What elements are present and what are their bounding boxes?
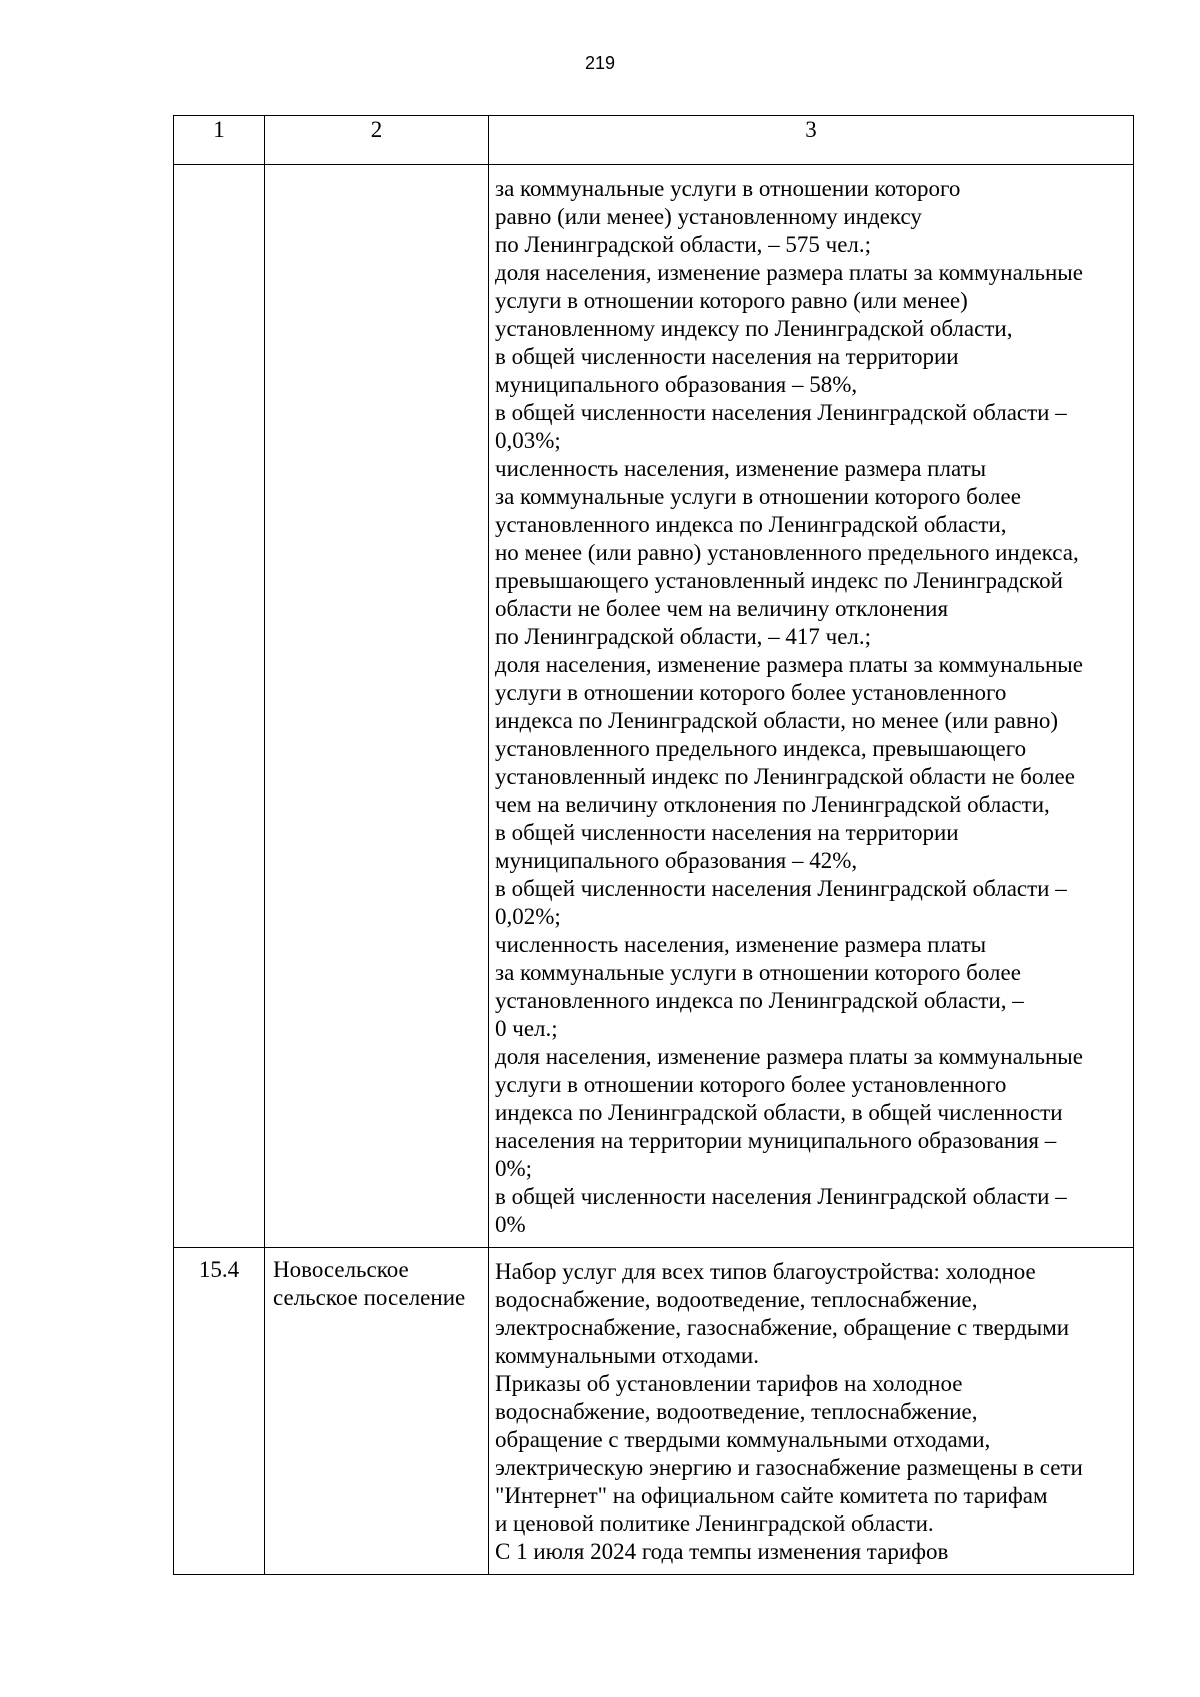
description-cell: [489, 165, 1134, 1248]
description-line: водоснабжение, водоотведение, теплоснабжение,: [495, 1399, 978, 1424]
description-line: услуги в отношении которого более установленного: [495, 680, 1007, 705]
table-row: [174, 165, 1134, 1248]
description-line: в общей численности населения на территории: [495, 820, 959, 845]
row-number-cell: 15.4: [174, 1248, 265, 1575]
table-row: [174, 1248, 1134, 1575]
description-line: установленного индекса по Ленинградской области, –: [495, 988, 1024, 1013]
description-line: установленному индексу по Ленинградской области,: [495, 316, 1013, 341]
document-table: [173, 115, 1134, 1575]
description-line: электрическую энергию и газоснабжение размещены в сети: [495, 1455, 1083, 1480]
description-line: 0,02%;: [495, 904, 561, 929]
description-line: услуги в отношении которого равно (или менее): [495, 288, 968, 313]
description-line: установленного индекса по Ленинградской области,: [495, 512, 1007, 537]
table-header-row: [174, 116, 1134, 165]
description-line: в общей численности населения Ленинградской области –: [495, 400, 1067, 425]
description-line: Набор услуг для всех типов благоустройства: холодное: [495, 1259, 1036, 1284]
settlement-name-line: Новосельское: [273, 1257, 409, 1282]
row-number-cell: [174, 165, 265, 1248]
description-line: установленный индекс по Ленинградской области не более: [495, 764, 1075, 789]
column-header-3: 3: [489, 116, 1134, 165]
description-line: индекса по Ленинградской области, но менее (или равно): [495, 708, 1059, 733]
description-line: численность населения, изменение размера платы: [495, 456, 987, 481]
description-line: по Ленинградской области, – 575 чел.;: [495, 232, 872, 257]
description-line: области не более чем на величину отклонения: [495, 596, 949, 621]
description-line: в общей численности населения Ленинградской области –: [495, 1184, 1067, 1209]
description-line: обращение с твердыми коммунальными отходами,: [495, 1427, 991, 1452]
description-line: чем на величину отклонения по Ленинградской области,: [495, 792, 1050, 817]
description-line: населения на территории муниципального образования –: [495, 1128, 1057, 1153]
description-line: численность населения, изменение размера платы: [495, 932, 987, 957]
description-line: доля населения, изменение размера платы за коммунальные: [495, 260, 1083, 285]
description-line: услуги в отношении которого более установленного: [495, 1072, 1007, 1097]
column-header-2: 2: [265, 116, 489, 165]
description-line: электроснабжение, газоснабжение, обращение с твердыми: [495, 1315, 1070, 1340]
description-line: по Ленинградской области, – 417 чел.;: [495, 624, 872, 649]
description-line: превышающего установленный индекс по Ленинградской: [495, 568, 1063, 593]
description-line: 0 чел.;: [495, 1016, 558, 1041]
description-line: С 1 июля 2024 года темпы изменения тарифов: [495, 1539, 949, 1564]
description-line: доля населения, изменение размера платы за коммунальные: [495, 652, 1083, 677]
description-line: но менее (или равно) установленного предельного индекса,: [495, 540, 1079, 565]
description-line: за коммунальные услуги в отношении которого более: [495, 484, 1021, 509]
description-line: индекса по Ленинградской области, в общей численности: [495, 1100, 1063, 1125]
description-line: 0%;: [495, 1156, 533, 1181]
settlement-name-cell: [265, 165, 489, 1248]
settlement-name-line: сельское поселение: [273, 1285, 466, 1310]
description-line: Приказы об установлении тарифов на холодное: [495, 1371, 963, 1396]
page-number: 219: [584, 53, 616, 73]
description-line: и ценовой политике Ленинградской области.: [495, 1511, 934, 1536]
settlement-name-cell: [265, 1248, 489, 1575]
description-line: водоснабжение, водоотведение, теплоснабжение,: [495, 1287, 978, 1312]
description-line: равно (или менее) установленному индексу: [495, 204, 922, 229]
description-cell: [489, 1248, 1134, 1575]
description-line: за коммунальные услуги в отношении которого более: [495, 960, 1021, 985]
description-line: установленного предельного индекса, превышающего: [495, 736, 1027, 761]
description-line: муниципального образования – 42%,: [495, 848, 858, 873]
column-header-1: 1: [174, 116, 265, 165]
description-line: 0,03%;: [495, 428, 561, 453]
description-line: в общей численности населения на территории: [495, 344, 959, 369]
description-line: муниципального образования – 58%,: [495, 372, 858, 397]
description-line: в общей численности населения Ленинградской области –: [495, 876, 1067, 901]
description-line: "Интернет" на официальном сайте комитета по тарифам: [495, 1483, 1048, 1508]
description-line: 0%: [495, 1212, 526, 1237]
description-line: доля населения, изменение размера платы за коммунальные: [495, 1044, 1083, 1069]
description-line: коммунальными отходами.: [495, 1343, 759, 1368]
description-line: за коммунальные услуги в отношении которого: [495, 176, 961, 201]
